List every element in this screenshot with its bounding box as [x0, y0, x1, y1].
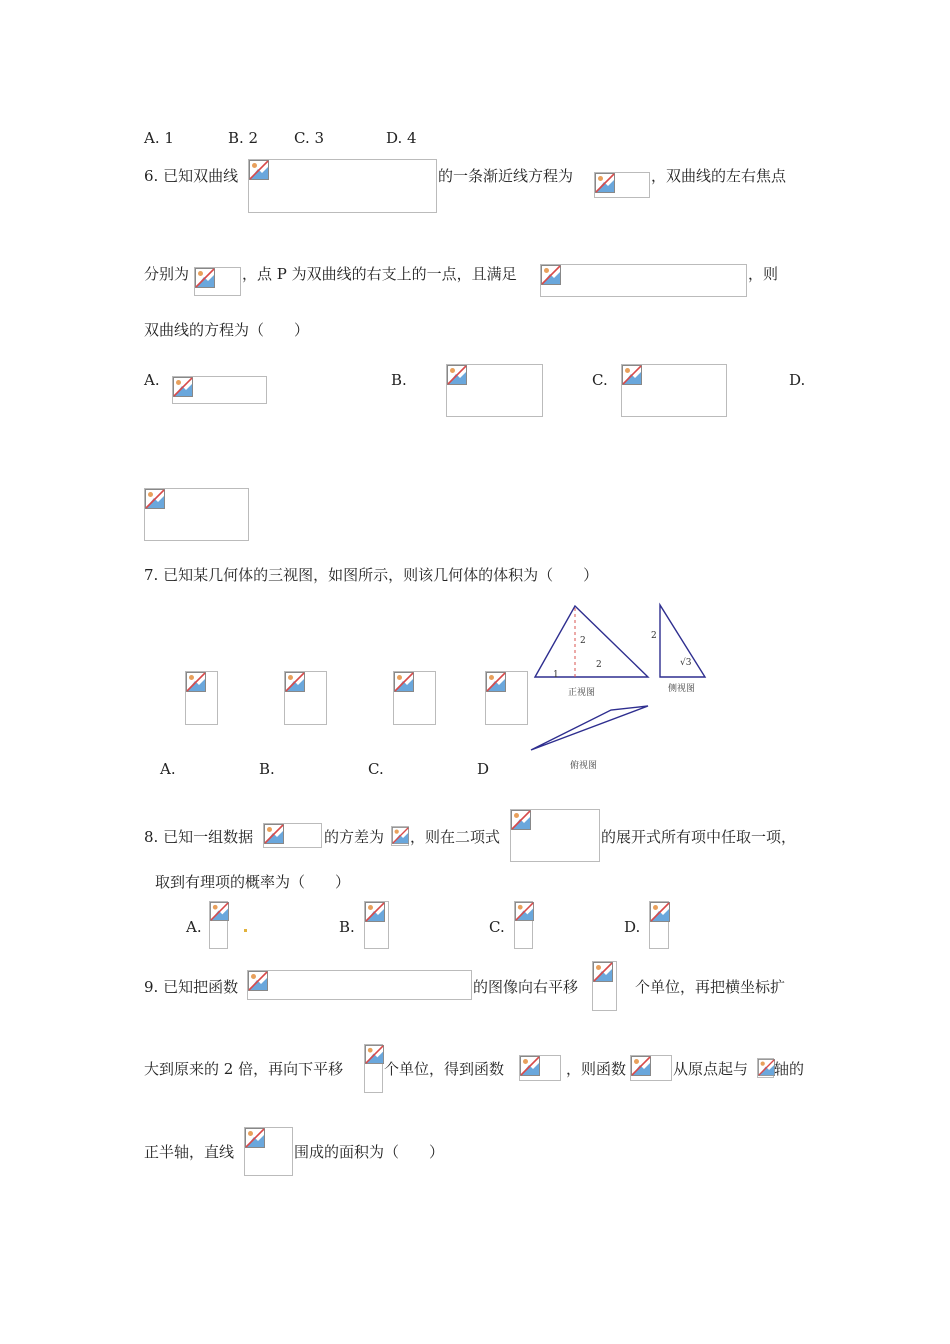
q5-option-c: C. 3: [294, 129, 325, 147]
formula-image: [594, 172, 650, 198]
q6-line2-a: 分别为: [144, 265, 190, 283]
formula-image: [209, 901, 228, 949]
q7-option-c: C.: [368, 760, 384, 778]
formula-image: [630, 1055, 672, 1081]
formula-image: [757, 1058, 774, 1078]
formula-image: [185, 671, 218, 725]
q8-line2: 取到有理项的概率为（ ）: [155, 873, 351, 891]
formula-image: [144, 488, 249, 541]
q9-l3-a: 正半轴，直线: [144, 1143, 235, 1161]
q9-l1-b: 的图像向右平移: [473, 978, 579, 996]
front-right-label: 2: [596, 660, 602, 670]
formula-image: [393, 671, 436, 725]
q7-option-b: B.: [259, 760, 275, 778]
formula-image: [244, 1127, 293, 1176]
formula-image: [391, 826, 409, 846]
formula-image: [248, 159, 437, 213]
formula-image: [540, 264, 747, 297]
q9-l2-a: 大到原来的 2 倍，再向下平移: [144, 1060, 344, 1078]
q9-l2-e: 轴的: [774, 1060, 805, 1078]
formula-image: [364, 901, 389, 949]
q7-option-a: A.: [160, 760, 176, 778]
q8-option-d: D.: [624, 918, 641, 936]
q8-stem-d: 的展开式所有项中任取一项，: [601, 828, 797, 846]
formula-image: [592, 961, 617, 1011]
q9-l1-c: 个单位，再把横坐标扩: [635, 978, 786, 996]
q7-option-d: D: [477, 760, 490, 778]
formula-image: [621, 364, 727, 417]
q6-option-c: C.: [592, 371, 608, 389]
q6-stem-b: 的一条渐近线方程为: [438, 167, 574, 185]
q6-option-d: D.: [789, 371, 806, 389]
q7-stem: 7. 已知某几何体的三视图，如图所示，则该几何体的体积为（ ）: [144, 566, 599, 584]
front-view-label: 正视图: [568, 688, 596, 698]
q8-stem-a: 8. 已知一组数据: [144, 828, 254, 846]
formula-image: [364, 1044, 383, 1093]
q9-l2-d: 从原点起与: [673, 1060, 749, 1078]
formula-image: [514, 901, 533, 949]
formula-image: [194, 267, 241, 296]
q6-line2-c: ，则: [748, 265, 779, 283]
q6-line3: 双曲线的方程为（ ）: [144, 321, 310, 339]
side-view-label: 侧视图: [668, 684, 696, 694]
q8-option-c: C.: [489, 918, 505, 936]
side-base-label: √3: [680, 658, 692, 668]
formula-image: [247, 970, 472, 1000]
q9-l2-b: 个单位，得到函数: [384, 1060, 505, 1078]
q6-option-a: A.: [144, 371, 160, 389]
q8-stem-c: ，则在二项式: [410, 828, 501, 846]
formula-image: [510, 809, 600, 862]
q8-stem-b: 的方差为: [324, 828, 385, 846]
q6-stem-c: ，双曲线的左右焦点: [651, 167, 787, 185]
q5-option-a: A. 1: [144, 129, 174, 147]
formula-image: [172, 376, 267, 404]
top-view-label: 俯视图: [570, 761, 598, 771]
q6-option-b: B.: [391, 371, 407, 389]
formula-image: [446, 364, 543, 417]
front-height-label: 2: [580, 636, 586, 646]
formula-image: [284, 671, 327, 725]
top-view-triangle: [531, 706, 648, 750]
q5-option-d: D. 4: [386, 129, 417, 147]
side-height-label: 2: [651, 631, 657, 641]
formula-image: [519, 1055, 561, 1081]
front-view-triangle: [535, 606, 648, 677]
q6-line2-b: ，点 P 为双曲线的右支上的一点，且满足: [242, 265, 517, 283]
front-left-label: 1: [553, 670, 559, 680]
q8-option-a: A.: [186, 918, 202, 936]
formula-image: [263, 823, 322, 848]
q5-option-b: B. 2: [228, 129, 259, 147]
q9-l1-a: 9. 已知把函数: [144, 978, 239, 996]
q9-l3-b: 围成的面积为（ ）: [294, 1143, 445, 1161]
formula-image: [649, 901, 669, 949]
q6-stem-a: 6. 已知双曲线: [144, 167, 239, 185]
q8-option-b: B.: [339, 918, 355, 936]
q9-l2-c: ，则函数: [566, 1060, 627, 1078]
formula-image: [485, 671, 528, 725]
stray-dot: [244, 929, 247, 932]
